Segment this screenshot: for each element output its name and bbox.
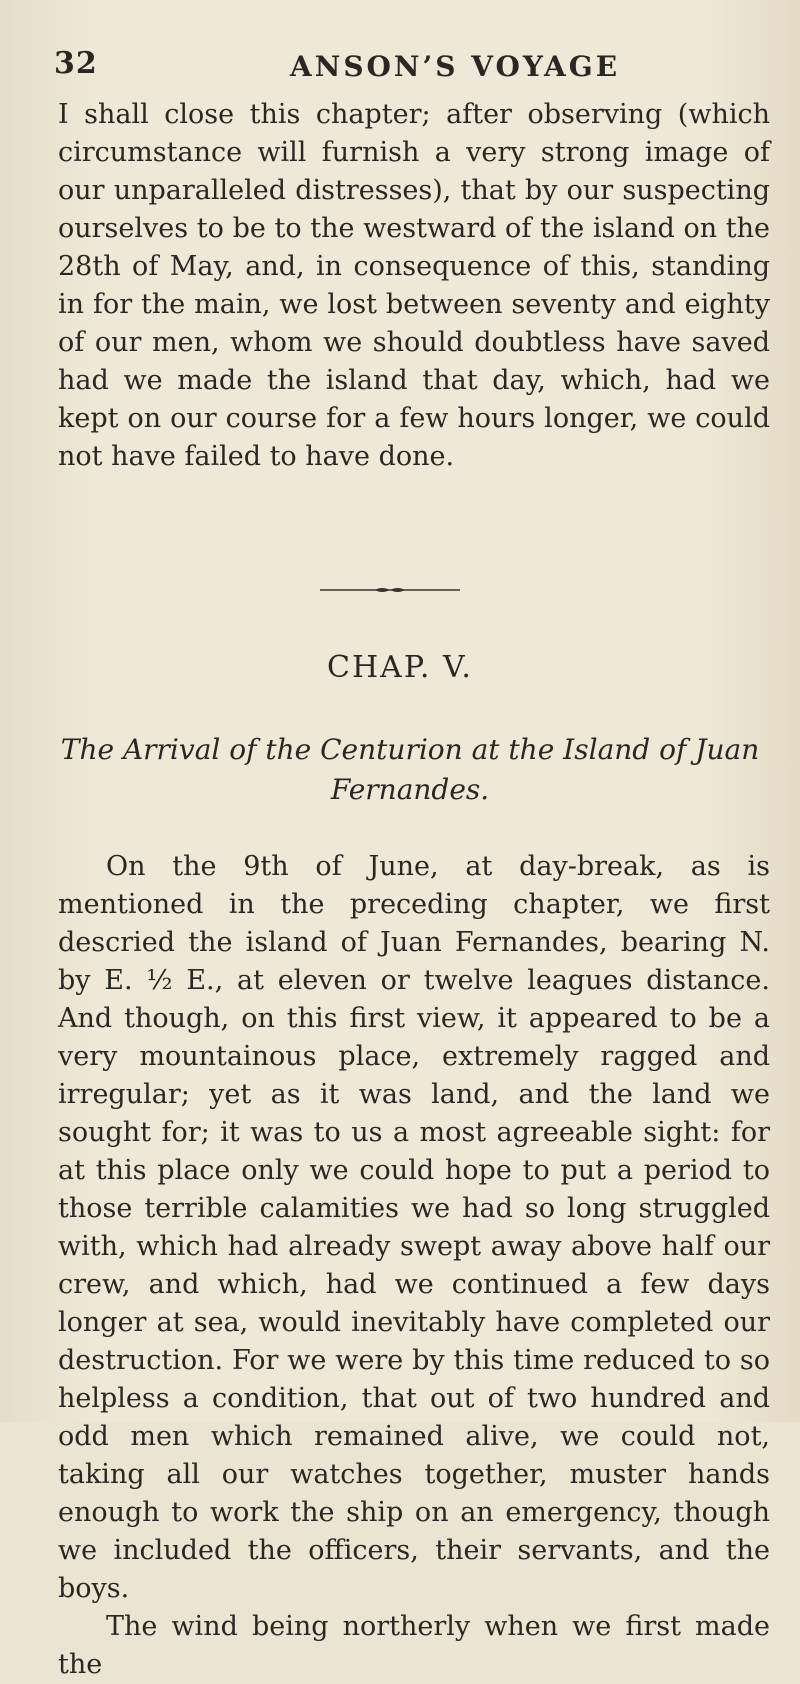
chapter-subtitle: The Arrival of the Centurion at the Island of Juan Fernandes. — [60, 733, 760, 806]
body-paragraph: On the 9th of June, at day-break, as is mentioned in the preceding chapter, we first descried the island of Juan Fernandes, bearing N. by E. ½ E., at eleven or twelve leagues distance. And though, on this first view, it appeared to be a very mountainous place, extremely ragged and irregular; yet as it was land, and the land we sought for; it was to us a most agreeable sight: for at this place only we could hope to put a period to those terrible calamities we had so long struggled with, which had already swept away above half our crew, and which, had we continued a few days longer at sea, would inevitably have completed our destruction. For we were by this time reduced to so helpless a condition, that out of two hundred and odd men which remained alive, we could not, taking all our watches together, muster hands enough to work the ship on an emergency, though we included the officers, their servants, and the boys. — [58, 851, 770, 1604]
section-divider-ornament — [320, 586, 460, 594]
continuation-line: The wind being northerly when we first made the — [58, 1611, 770, 1680]
chapter-body — [58, 848, 770, 1684]
chapter-title: CHAP. V. — [327, 650, 473, 685]
page-number: 32 — [54, 46, 98, 81]
closing-paragraph-text: I shall close this chapter; after observing (which circumstance will furnish a very strong image of our unparalleled distresses), that by our suspecting ourselves to be to the westward of the island on the 28th of May, and, in consequence of this, standing in for the main, we lost between seventy and eighty of our men, whom we should doubtless have saved had we made the island that day, which, had we kept on our course for a few hours longer, we could not have failed to have done. — [58, 99, 770, 472]
page-header — [30, 46, 770, 96]
closing-paragraph — [58, 96, 770, 476]
running-head: ANSON’S VOYAGE — [290, 50, 621, 83]
